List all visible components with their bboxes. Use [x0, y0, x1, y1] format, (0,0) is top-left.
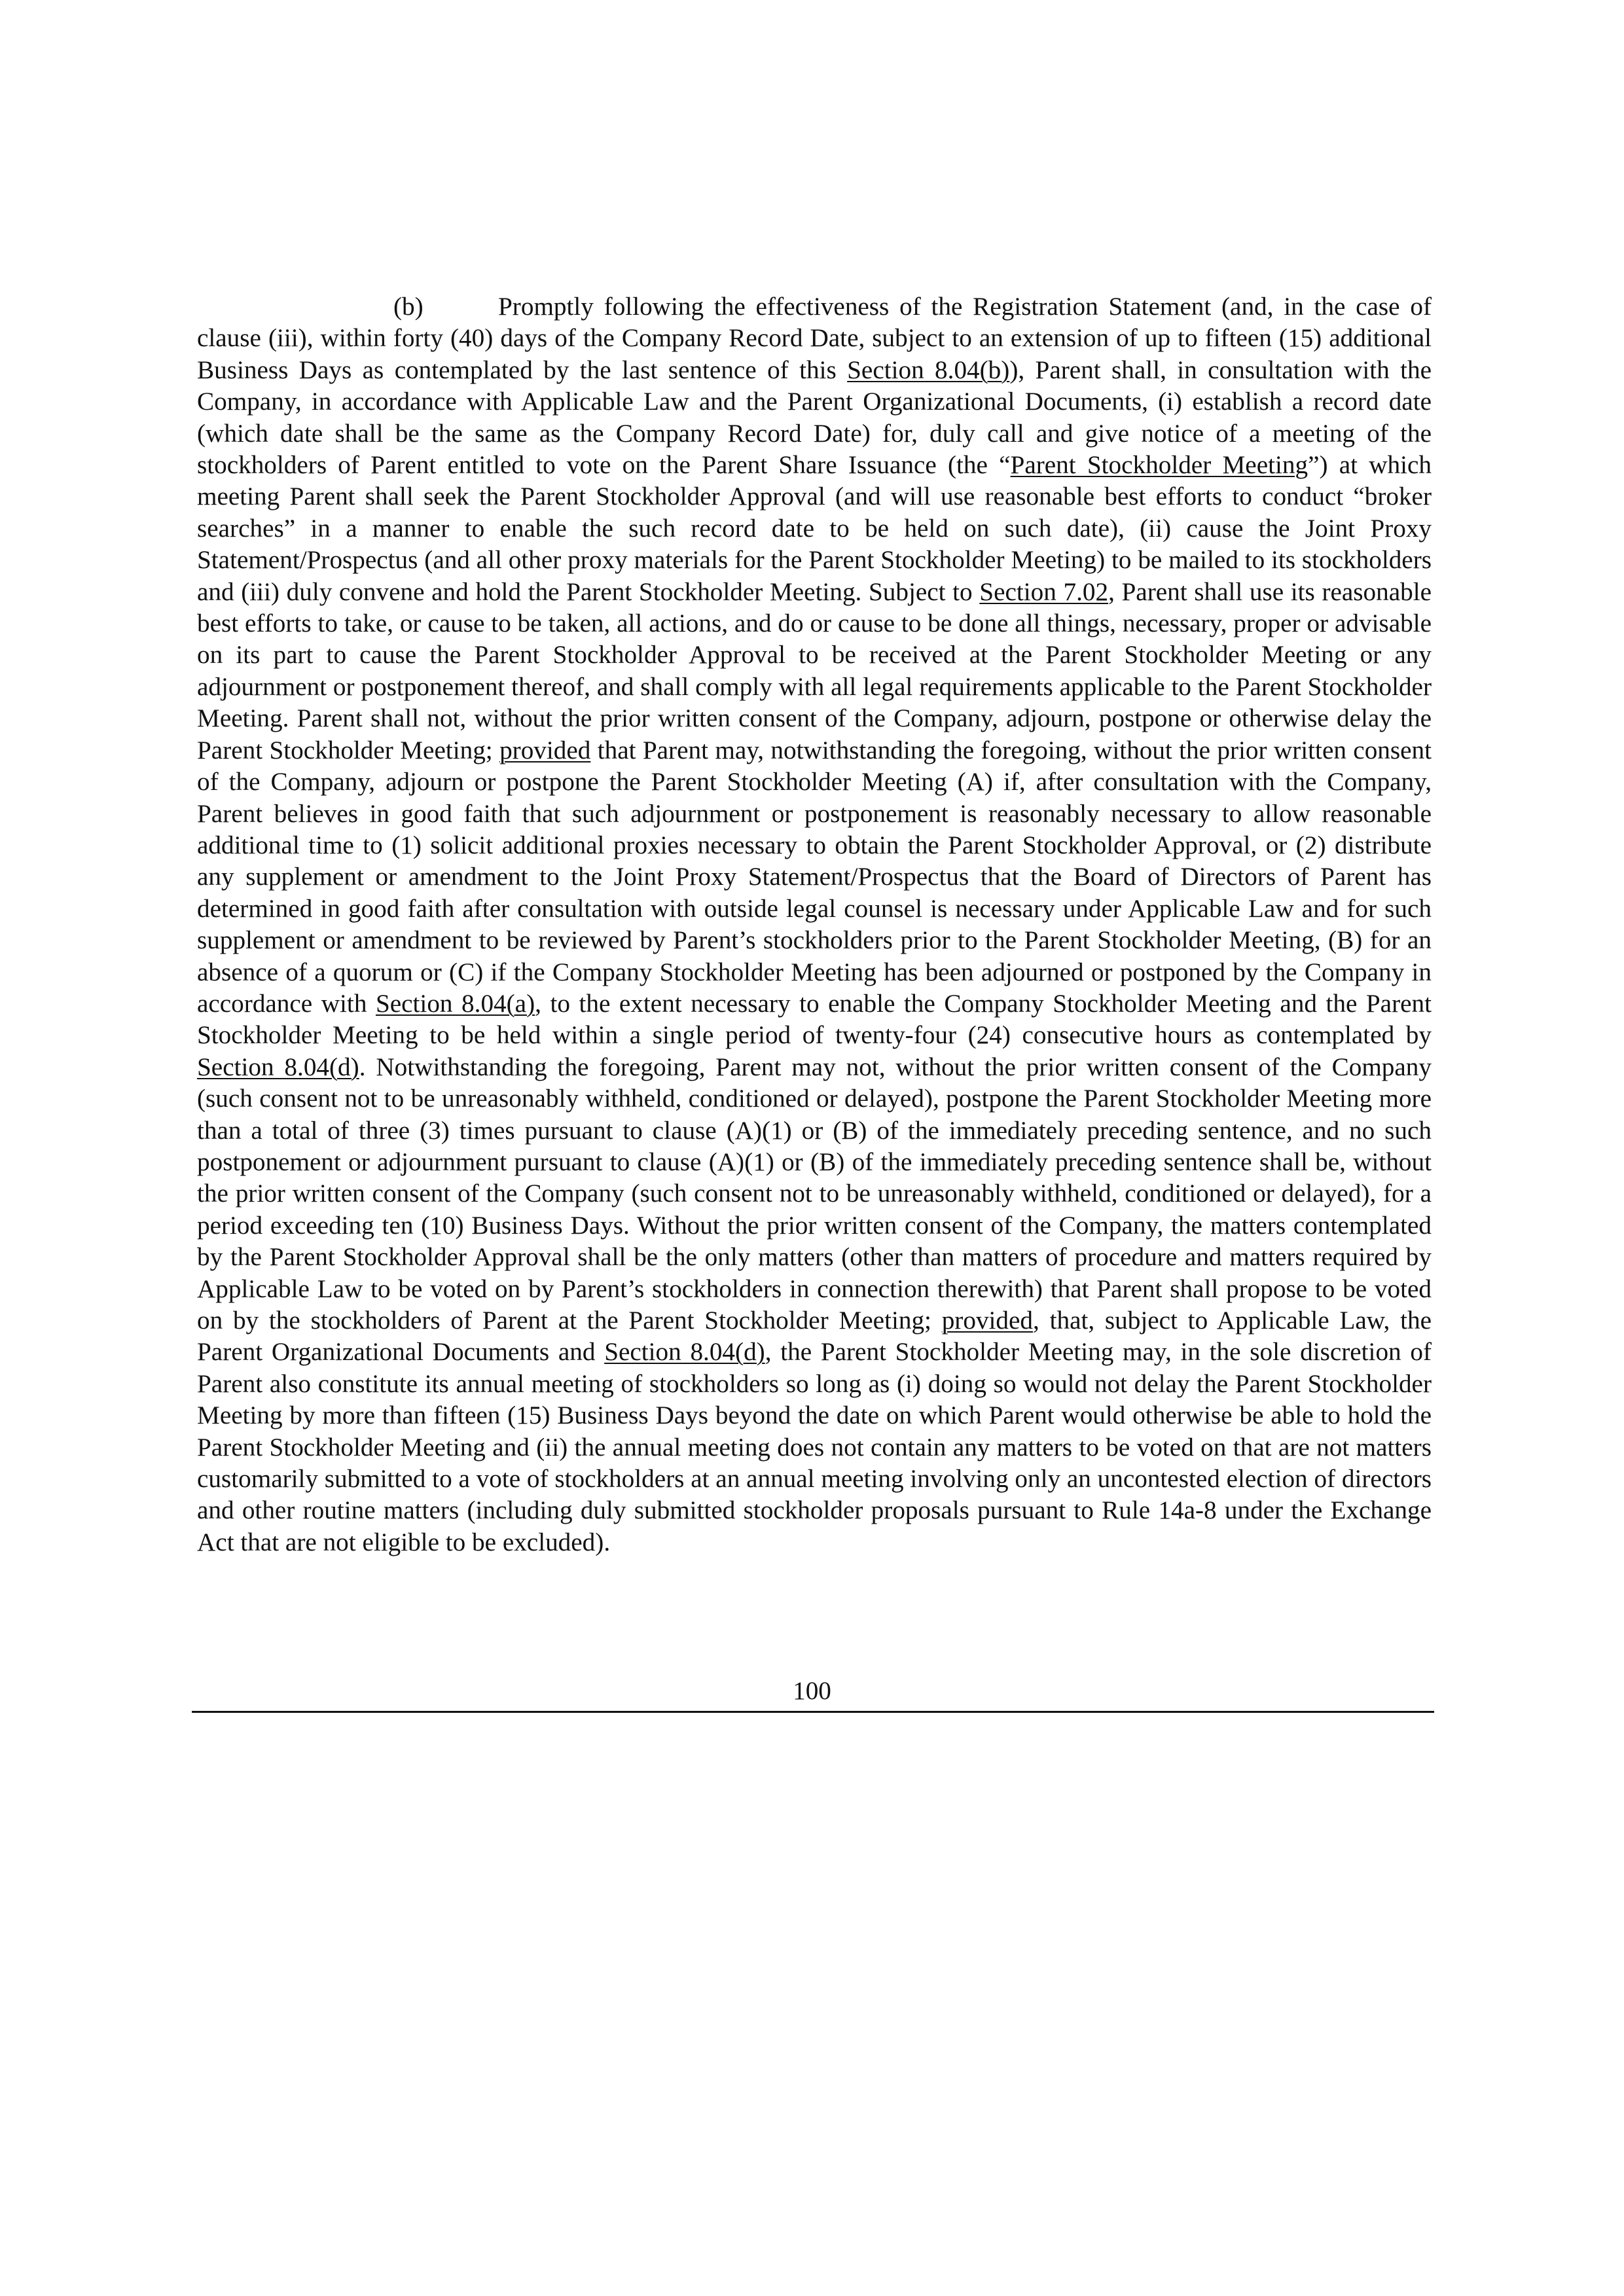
footer-rule — [192, 1711, 1434, 1713]
section-body — [197, 293, 1432, 1556]
cross-reference: Section 8.04(d) — [604, 1338, 765, 1367]
body-text-segment: . Notwithstanding the foregoing, Parent may not, without the prior written consent of the Company (such consent not to be unreasonably withheld, conditioned or delayed), postpone the Parent Stockholder Meeting more than a total of three (3) times pursuant to clause (A)(1) or (B) of the immediately preceding sentence, and no such postponement or adjournment pursuant to clause (A)(1) or (B) of the immediately preceding sentence shall be, without the prior written consent of the Company (such consent not to be unreasonably withheld, conditioned or delayed), for a period exceeding ten (10) Business Days. Without the prior written consent of the Company, the matters contemplated by the Parent Stockholder Approval shall be the only matters (other than matters of procedure and matters required by Applicable Law to be voted on by Parent’s stockholders in connection therewith) that Parent shall propose to be voted on by the stockholders of Parent at the Parent Stockholder Meeting; — [197, 1052, 1432, 1335]
body-text-segment: , Parent shall use its reasonable best efforts to take, or cause to be taken, all actions, and do or cause to be done all things, necessary, proper or advisable on its part to cause the Parent Stockholder Approval to be received at the Parent Stockholder Meeting or any adjournment or postponement thereof, and shall comply with all legal requirements applicable to the Parent Stockholder Meeting. Parent shall not, without the prior written consent of the Company, adjourn, postpone or otherwise delay the Parent Stockholder Meeting; — [197, 577, 1432, 764]
cross-reference: Section 8.04(d) — [197, 1052, 359, 1081]
cross-reference: Section 8.04(a) — [375, 989, 535, 1018]
cross-reference: Parent Stockholder Meeting — [1010, 451, 1308, 480]
body-text-segment: , that, subject to Applicable Law, the Parent Organizational Documents and — [197, 1306, 1432, 1367]
body-text-segment: ), Parent shall, in consultation with the Company, in accordance with Applicable Law and the Parent Organizational Documents, (i) establish a record date (which date shall be the same as the Company Record Date) for, duly call and give notice of a meeting of the stockholders of Parent entitled to vote on the Parent Share Issuance (the “ — [197, 355, 1432, 480]
cross-reference: provided — [941, 1306, 1034, 1335]
body-text-segment: that Parent may, notwithstanding the foregoing, without the prior written consent of the Company, adjourn or postpone the Parent Stockholder Meeting (A) if, after consultation with the Company, Parent believes in good faith that such adjournment or postponement is reasonably necessary to allow reasonable additional time to (1) solicit additional proxies necessary to obtain the Parent Stockholder Approval, or (2) distribute any supplement or amendment to the Joint Proxy Statement/Prospectus that the Board of Directors of Parent has determined in good faith after consultation with outside legal counsel is necessary under Applicable Law and for such supplement or amendment to be reviewed by Parent’s stockholders prior to the Parent Stockholder Meeting, (B) for an absence of a quorum or (C) if the Company Stockholder Meeting has been adjourned or postponed by the Company in accordance with — [197, 736, 1432, 1018]
body-text-segment: ”) at which meeting Parent shall seek the Parent Stockholder Approval (and will use reasonable best efforts to conduct “broker searches” in a manner to enable the such record date to be held on such date), (ii) cause the Joint Proxy Statement/Prospectus (and all other proxy materials for the Parent Stockholder Meeting) to be mailed to its stockholders and (iii) duly convene and hold the Parent Stockholder Meeting. Subject to — [197, 451, 1432, 606]
cross-reference: Section 8.04(b) — [847, 355, 1010, 384]
body-text-segment: Promptly following the effectiveness of the Registration Statement (and, in the case of clause (iii), within forty (40) days of the Company Record Date, subject to an extension of up to fifteen (15) additional Business Days as contemplated by the last sentence of this — [197, 293, 1432, 384]
cross-reference: provided — [499, 736, 591, 764]
cross-reference: Section 7.02 — [979, 577, 1109, 606]
section-b-paragraph — [197, 291, 1432, 1558]
section-label: (b) — [393, 293, 424, 321]
body-text-segment: , to the extent necessary to enable the Company Stockholder Meeting and the Parent Stockholder Meeting to be held within a single period of twenty-four (24) consecutive hours as contemplated by — [197, 989, 1432, 1050]
page-number: 100 — [793, 1677, 831, 1705]
body-text-segment: , the Parent Stockholder Meeting may, in the sole discretion of Parent also constitute its annual meeting of stockholders so long as (i) doing so would not delay the Parent Stockholder Meeting by more than fifteen (15) Business Days beyond the date on which Parent would otherwise be able to hold the Parent Stockholder Meeting and (ii) the annual meeting does not contain any matters to be voted on that are not matters customarily submitted to a vote of stockholders at an annual meeting involving only an uncontested election of directors and other routine matters (including duly submitted stockholder proposals pursuant to Rule 14a-8 under the Exchange Act that are not eligible to be excluded). — [197, 1338, 1432, 1556]
